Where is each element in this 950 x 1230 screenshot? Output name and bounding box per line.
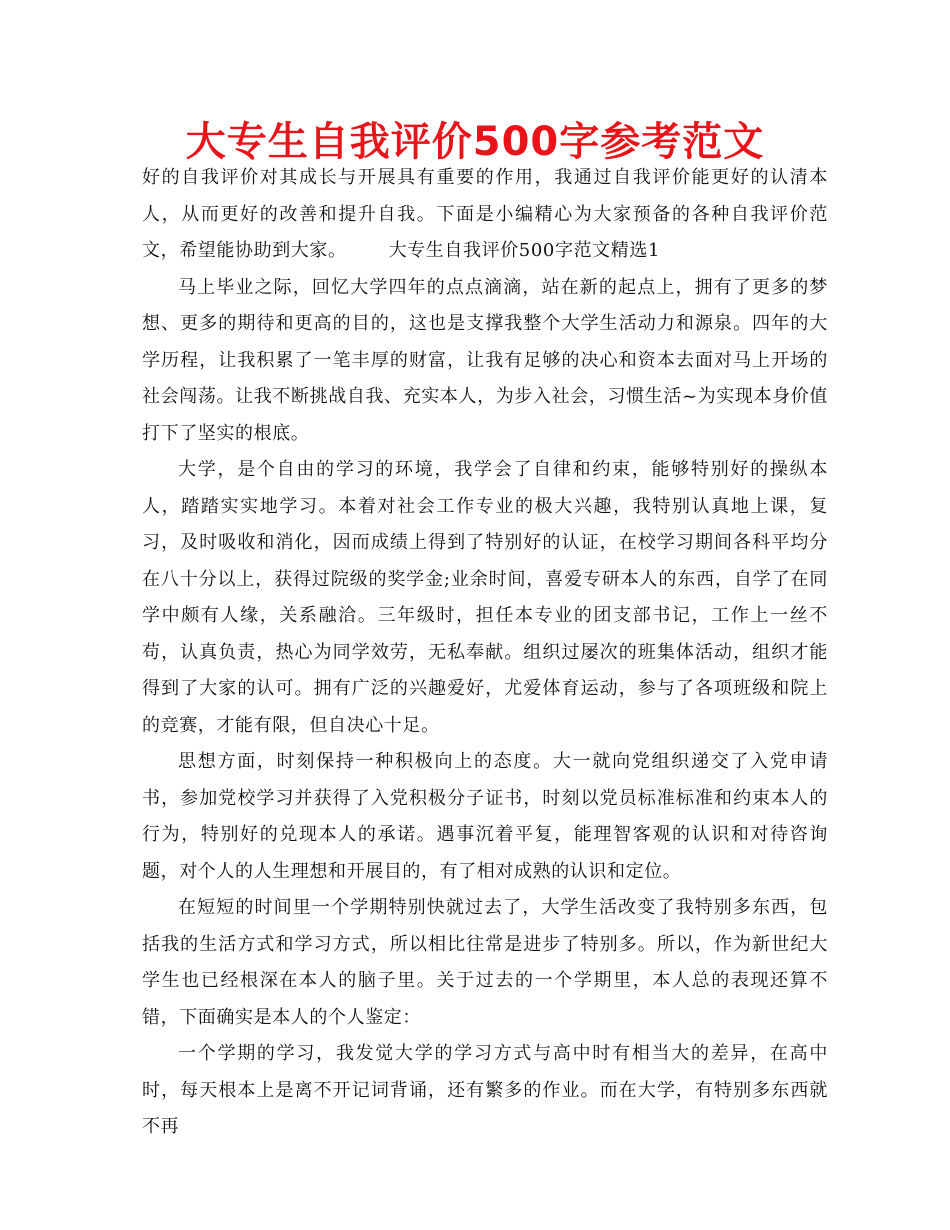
intro-text: 好的自我评价对其成长与开展具有重要的作用，我通过自我评价能更好的认清本人，从而更好的改善和提升自我。下面是小编精心为大家预备的各种自我评价范文，希望能协助到大家。 — [142, 167, 828, 261]
section-heading: 大专生自我评价500字范文精选1 — [388, 240, 661, 261]
paragraph: 大学，是个自由的学习的环境，我学会了自律和约束，能够特别好的操纵本人，踏踏实实地学习。本着对社会工作专业的极大兴趣，我特别认真地上课，复习，及时吸收和消化，因而成绩上得到了特别好的认证，在校学习期间各科平均分在八十分以上，获得过院级的奖学金;业余时间，喜爱专研本人的东西，自学了在同学中颇有人缘，关系融洽。三年级时，担任本专业的团支部书记，工作上一丝不苟，认真负责，热心为同学效劳，无私奉献。组织过屡次的班集体活动，组织才能得到了大家的认可。拥有广泛的兴趣爱好，尤爱体育运动，参与了各项班级和院上的竞赛，才能有限，但自决心十足。 — [142, 459, 828, 736]
paragraph: 马上毕业之际，回忆大学四年的点点滴滴，站在新的起点上，拥有了更多的梦想、更多的期待和更高的目的，这也是支撑我整个大学生活动力和源泉。四年的大学历程，让我积累了一笔丰厚的财富，让我有足够的决心和资本去面对马上开场的社会闯荡。让我不断挑战自我、充实本人，为步入社会，习惯生活~为实现本身价值打下了坚实的根底。 — [142, 276, 828, 444]
intro-paragraph — [142, 160, 828, 270]
paragraph: 思想方面，时刻保持一种积极向上的态度。大一就向党组织递交了入党申请书，参加党校学习并获得了入党积极分子证书，时刻以党员标准标准和约束本人的行为，特别好的兑现本人的承诺。遇事沉着平复，能理智客观的认识和对待咨询题，对个人的人生理想和开展目的，有了相对成熟的认识和定位。 — [142, 751, 828, 882]
paragraph: 一个学期的学习，我发觉大学的学习方式与高中时有相当大的差异，在高中时，每天根本上是离不开记词背诵，还有繁多的作业。而在大学，有特别多东西就不再 — [142, 1043, 828, 1137]
document-title: 大专生自我评价500字参考范文 — [185, 119, 765, 165]
document-body — [142, 160, 828, 1146]
paragraph: 在短短的时间里一个学期特别快就过去了，大学生活改变了我特别多东西，包括我的生活方式和学习方式，所以相比往常是进步了特别多。所以，作为新世纪大学生也已经根深在本人的脑子里。关于过去的一个学期里，本人总的表现还算不错，下面确实是本人的个人鉴定： — [142, 897, 828, 1028]
